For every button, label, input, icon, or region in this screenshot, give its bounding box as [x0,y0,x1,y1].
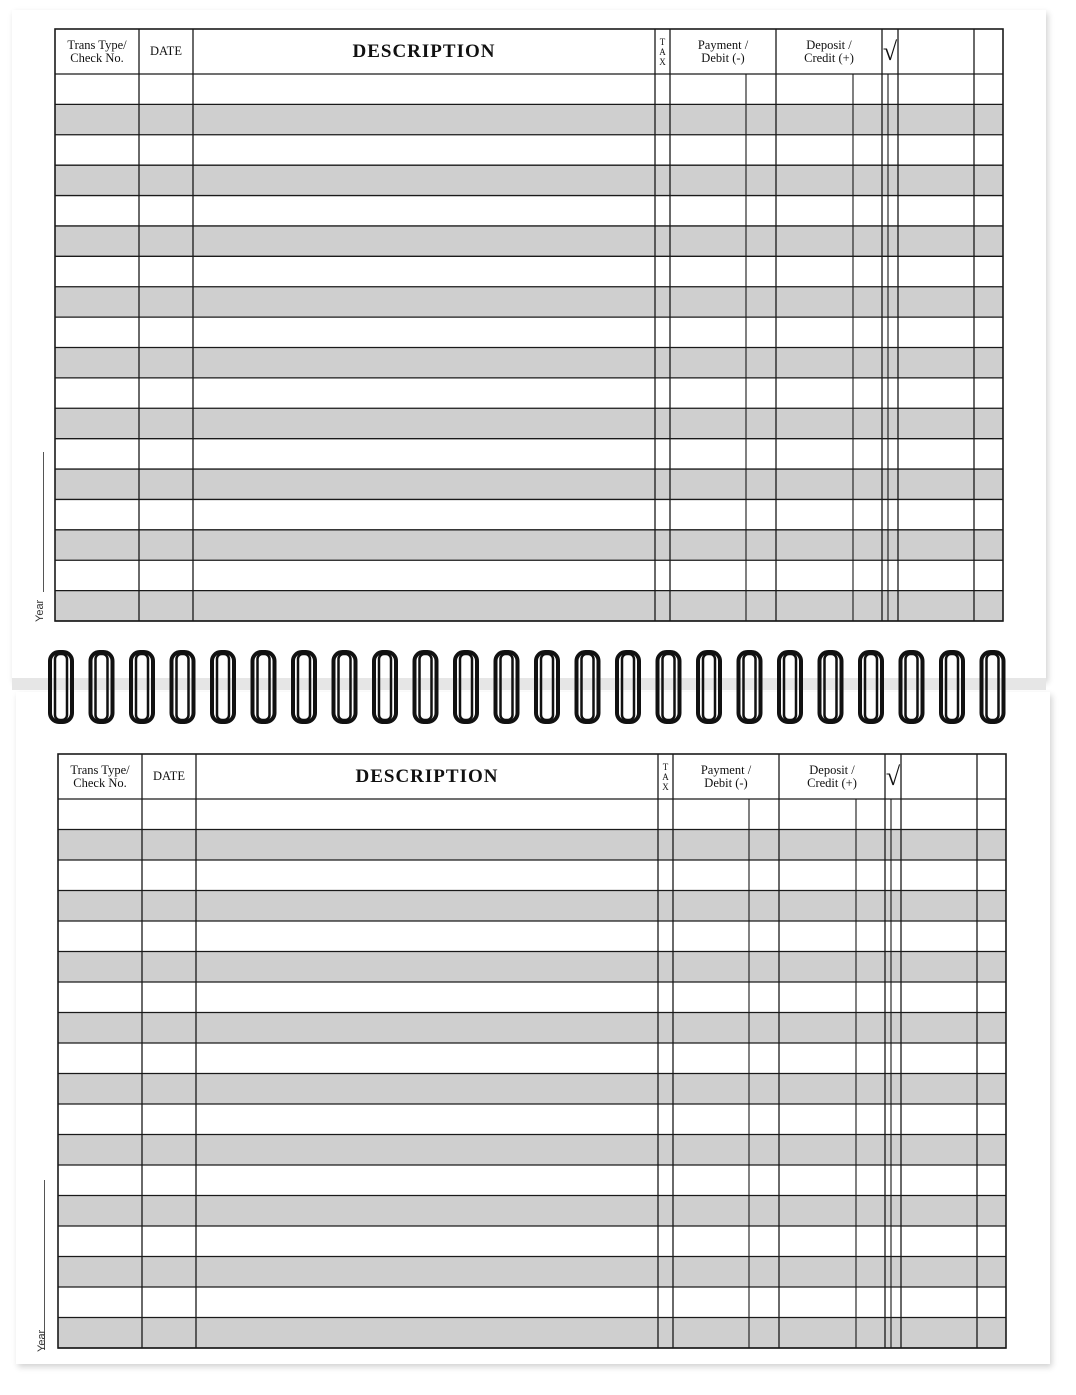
ledger-row [55,591,1003,621]
ledger-row [55,530,1003,560]
ledger-row [58,1104,1006,1135]
ledger-row [55,104,1003,134]
page-edge-band [12,678,1046,690]
check-mark-header: √ [885,761,901,791]
ledger-row [58,982,1006,1013]
ledger-row [55,226,1003,256]
ledger-row [58,830,1006,861]
ledger-row [55,560,1003,590]
year-label: Year [36,1329,48,1352]
spiral-binding [0,640,1076,730]
ledger-row [55,408,1003,438]
trans-type-header: Trans Type/ Check No. [70,762,130,790]
ledger-row [55,378,1003,408]
ledger-row [55,287,1003,317]
date-header: DATE [153,769,185,783]
ledger-row [55,196,1003,226]
tax-header: T A X [662,761,669,792]
ledger-row [58,952,1006,983]
trans-type-header: Trans Type/ Check No. [67,37,127,65]
ledger-row [58,1074,1006,1105]
payment-debit-header: Payment / Debit (-) [700,762,752,790]
ledger-row [58,891,1006,922]
ledger-row [58,1135,1006,1166]
deposit-credit-header: Deposit / Credit (+) [804,37,854,65]
year-label: Year [34,599,46,622]
ledger-row [55,499,1003,529]
ledger-row [58,1287,1006,1318]
ledger-row [58,860,1006,891]
ledger-row [55,165,1003,195]
payment-debit-header: Payment / Debit (-) [697,37,749,65]
year-line [44,1180,45,1350]
ledger-row [55,256,1003,286]
date-header: DATE [150,44,182,58]
ledger-row [58,921,1006,952]
description-header: DESCRIPTION [352,41,496,62]
ledger-bottom [58,754,1006,1348]
check-mark-header: √ [882,36,898,66]
ledger-row [58,1318,1006,1349]
ledger-row [58,1196,1006,1227]
ledger-row [55,348,1003,378]
ledger-row [58,1013,1006,1044]
ledger-row [55,439,1003,469]
ledger-row [58,1226,1006,1257]
ledger-grid [55,29,1003,621]
ledger-row [58,1043,1006,1074]
tax-header: T A X [659,36,666,67]
ledger-row [55,317,1003,347]
ledger-row [55,135,1003,165]
ledger-row [58,1257,1006,1288]
ledger-grid [58,754,1006,1348]
description-header: DESCRIPTION [355,766,499,787]
ledger-row [55,74,1003,104]
ledger-row [58,1165,1006,1196]
deposit-credit-header: Deposit / Credit (+) [807,762,857,790]
ledger-top [55,29,1003,621]
ledger-row [58,799,1006,830]
ledger-row [55,469,1003,499]
year-line [43,452,44,592]
